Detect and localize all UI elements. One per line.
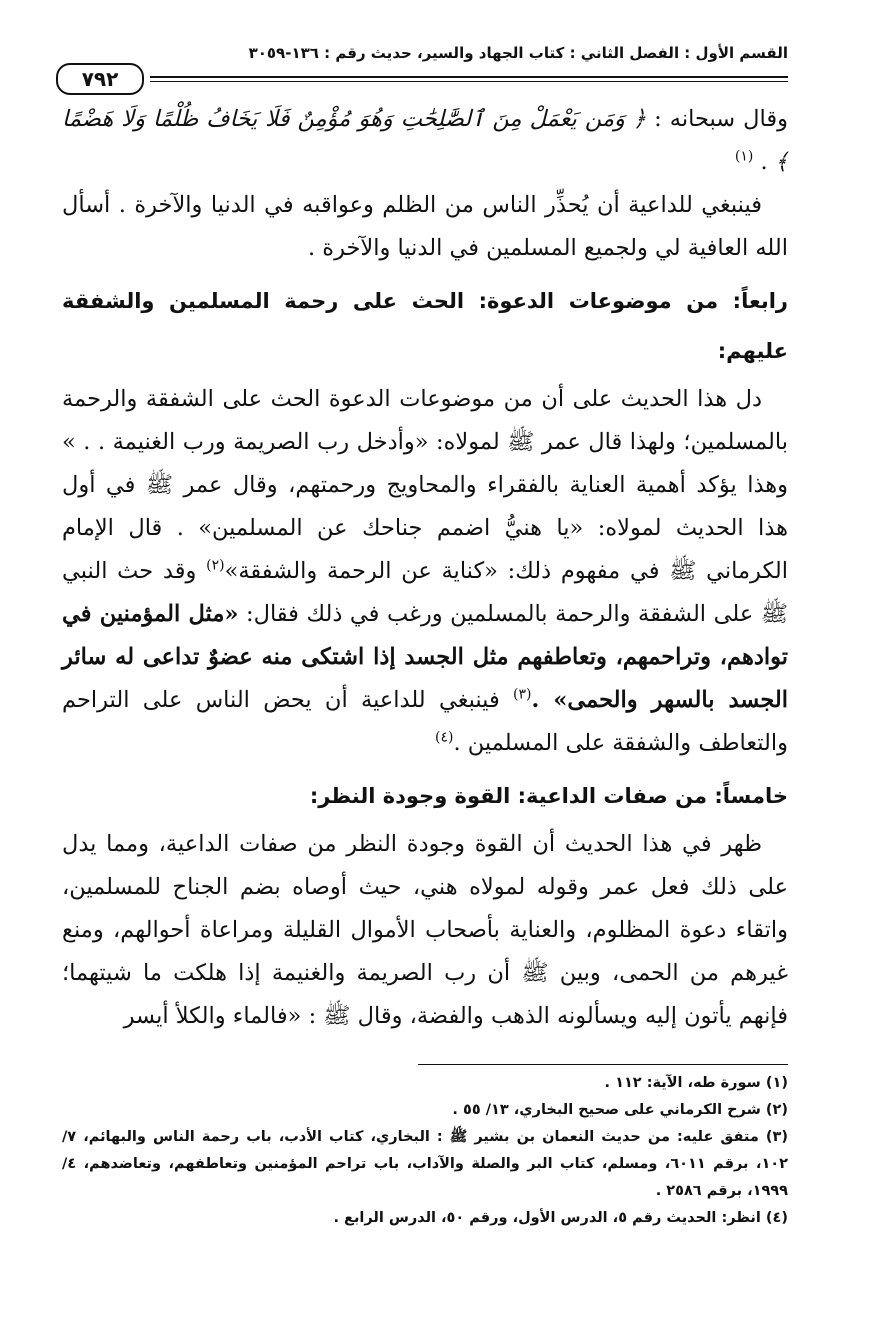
footnote-3: (٣) متفق عليه: من حديث النعمان بن بشير ﷺ : البخاري، كتاب الأدب، باب رحمة الناس والبهائم، ٧/ ١٠٢، برقم ٦٠١١، ومسلم، كتاب البر والصلة والآداب، باب تراحم المؤمنين وتعاطفهم، وتعاضدهم، ٤/ ١٩٩٩، برقم ٢٥٨٦ .	[62, 1129, 788, 1199]
verse-lead: وقال سبحانه :	[646, 106, 788, 132]
paragraph-strength-insight: ظهر في هذا الحديث أن القوة وجودة النظر من صفات الداعية، ومما يدل على ذلك فعل عمر وقوله لمولاه هني، حيث أوصاه بضم الجناح للمسلمين، واتقاء دعوة المظلوم، والعناية بأصحاب الأموال القليلة ومراعاة أحوالهم، ومنع غيرهم من الحمى، وبين ﷺ أن رب الصريمة والغنيمة إذا هلكت ما شيتهما؛ فإنهم يأتون إليه ويسألونه الذهب والفضة، وقال ﷺ : «فالماء والكلأ أيسر	[62, 831, 788, 1029]
page-number-badge: ٧٩٢	[56, 63, 144, 95]
hadith-quote: «مثل المؤمنين في توادهم، وتراحمهم، وتعاطفهم مثل الجسد إذا اشتكى منه عضوٌ تداعى له سائر الجسد بالسهر والحمى» .	[62, 601, 788, 713]
main-text	[62, 98, 788, 1038]
footnote-separator	[418, 1064, 788, 1065]
paragraph-mercy-part-a: دل هذا الحديث على أن من موضوعات الدعوة الحث على الشفقة والرحمة بالمسلمين؛ ولهذا قال عمر ﷺ لمولاه: «وأدخل رب الصريمة ورب الغنيمة . . » وهذا يؤكد أهمية العناية بالفقراء والمحاويج ورحمتهم، وقال عمر ﷺ في أول هذا الحديث لمولاه: «يا هنيُّ اضمم جناحك عن المسلمين» . قال الإمام الكرماني ﷺ في مفهوم ذلك: «كناية عن الرحمة والشفقة»	[62, 386, 788, 584]
header-double-rule	[150, 76, 788, 82]
footnote-ref-3: (٣)	[513, 686, 532, 703]
footnotes	[62, 1070, 788, 1232]
section-heading-5: خامساً: من صفات الداعية: القوة وجودة النظر:	[309, 784, 788, 808]
footnote-ref-1: (١)	[734, 148, 754, 165]
verse-paragraph	[62, 98, 788, 184]
verse-tail: .	[760, 149, 775, 175]
footnote-1: (١) سورة طه، الآية: ١١٢ .	[604, 1075, 788, 1091]
quran-verse: ﴿ وَمَن يَعْمَلْ مِنَ ٱلصَّٰلِحَٰتِ وَهُوَ مُؤْمِنٌ فَلَا يَخَافُ ظُلْمًا وَلَا هَضْمًا ﴾	[62, 106, 788, 175]
section-heading-4: رابعاً: من موضوعات الدعوة: الحث على رحمة المسلمين والشفقة عليهم:	[62, 289, 788, 363]
paragraph-mercy	[62, 378, 788, 765]
paragraph-mercy-part-c: فينبغي للداعية أن يحض الناس على التراحم والتعاطف والشفقة على المسلمين .	[62, 687, 788, 756]
footnote-4: (٤) انظر: الحديث رقم ٥، الدرس الأول، ورقم ٥٠، الدرس الرابع .	[333, 1210, 788, 1226]
footnote-ref-2: (٢)	[206, 557, 225, 574]
footnote-ref-4: (٤)	[435, 729, 454, 746]
running-header: القسم الأول : الفصل الثاني : كتاب الجهاد والسير، حديث رقم : ١٣٦-٣٠٥٩	[248, 44, 788, 62]
paragraph-mercy-part-b: وقد حث النبي ﷺ على الشفقة والرحمة بالمسلمين ورغب في ذلك فقال:	[62, 558, 788, 627]
footnote-2: (٢) شرح الكرماني على صحيح البخاري، ١٣/ ٥٥ .	[452, 1102, 788, 1118]
paragraph-warning-injustice: فينبغي للداعية أن يُحذِّر الناس من الظلم وعواقبه في الدنيا والآخرة . أسأل الله العافية لي ولجميع المسلمين في الدنيا والآخرة .	[62, 192, 788, 261]
